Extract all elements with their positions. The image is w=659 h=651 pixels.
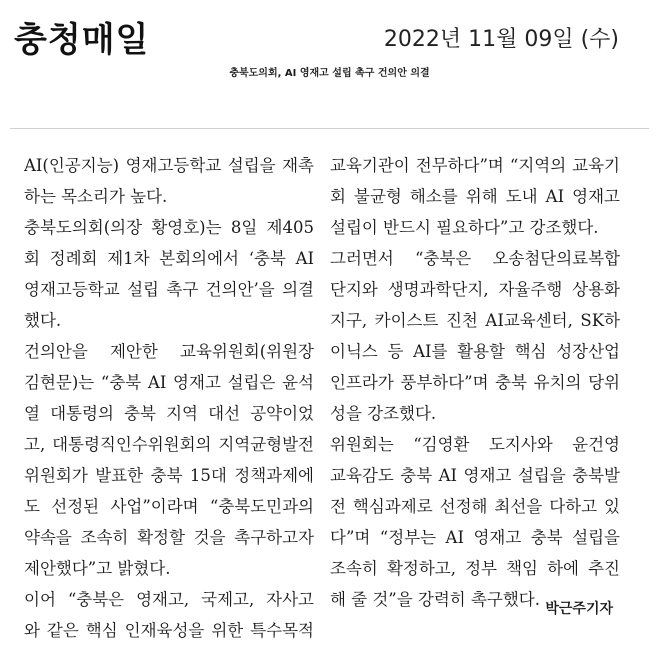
publication-date: 2022년 11월 09일 (수) (383, 27, 619, 52)
article-line: AI(인공지능) 영재고등학교 설립을 재촉 (24, 156, 314, 175)
article-line: 다”며 “정부는 AI 영재고 충북 설립을 (330, 528, 620, 547)
article-line: 단지와 생명과학단지, 자율주행 상용화 (330, 280, 620, 299)
article-column-left (24, 150, 314, 646)
article-line: 약속을 조속히 확정할 것을 촉구하고자 (24, 528, 314, 547)
article-line: 회 정례회 제1차 본회의에서 ‘충북 AI (24, 249, 314, 268)
article-line: 건의안을 제안한 교육위원회(위원장 (24, 342, 314, 361)
article-line: 영재고등학교 설립 촉구 건의안’을 의결 (24, 280, 314, 299)
article-headline: 충북도의회, AI 영재고 설립 촉구 건의안 의결 (229, 68, 430, 79)
reporter-byline: 박근주기자 (545, 601, 613, 617)
article-line: 했다. (24, 311, 62, 330)
article-line: 와 같은 핵심 인재육성을 위한 특수목적 (24, 621, 314, 640)
headline-divider (10, 128, 649, 129)
article-line: 해 줄 것”을 강력히 촉구했다. (330, 590, 540, 609)
article-line: 도 선정된 사업”이라며 “충북도민과의 (24, 497, 314, 516)
article-line: 충북도의회(의장 황영호)는 8일 제405 (24, 218, 314, 237)
article-line: 회 불균형 해소를 위해 도내 AI 영재고 (330, 187, 620, 206)
article-line: 설립이 반드시 필요하다”고 강조했다. (330, 218, 599, 237)
article-line: 김현문)는 “충북 AI 영재고 설립은 윤석 (24, 373, 314, 392)
article-line: 지구, 카이스트 진천 AI교육센터, SK하 (330, 311, 620, 330)
masthead (0, 0, 659, 62)
article-line: 전 핵심과제로 선정해 최선을 다하고 있 (330, 497, 620, 516)
article-line: 이닉스 등 AI를 활용할 핵심 성장산업 (330, 342, 620, 361)
article-line: 하는 목소리가 높다. (24, 187, 168, 206)
article-line: 제안했다”고 밝혔다. (24, 559, 171, 578)
article-column-right (330, 150, 620, 615)
article-line: 고, 대통령직인수위원회의 지역균형발전 (24, 435, 314, 454)
article-line: 조속히 확정하고, 정부 책임 하에 추진 (330, 559, 620, 578)
article-line: 교육감도 충북 AI 영재고 설립을 충북발 (330, 466, 620, 485)
article-line: 열 대통령의 충북 지역 대선 공약이었 (24, 404, 314, 423)
article-line: 그러면서 “충북은 오송첨단의료복합 (330, 249, 620, 268)
article-line: 인프라가 풍부하다”며 충북 유치의 당위 (330, 373, 620, 392)
article-line: 위원회는 “김영환 도지사와 윤건영 (330, 435, 620, 454)
newspaper-name: 충청매일 (14, 20, 150, 60)
article-line: 이어 “충북은 영재고, 국제고, 자사고 (24, 590, 314, 609)
article-line: 교육기관이 전무하다”며 “지역의 교육기 (330, 156, 620, 175)
article-line: 위원회가 발표한 충북 15대 정책과제에 (24, 466, 314, 485)
article-line: 성을 강조했다. (330, 404, 437, 423)
